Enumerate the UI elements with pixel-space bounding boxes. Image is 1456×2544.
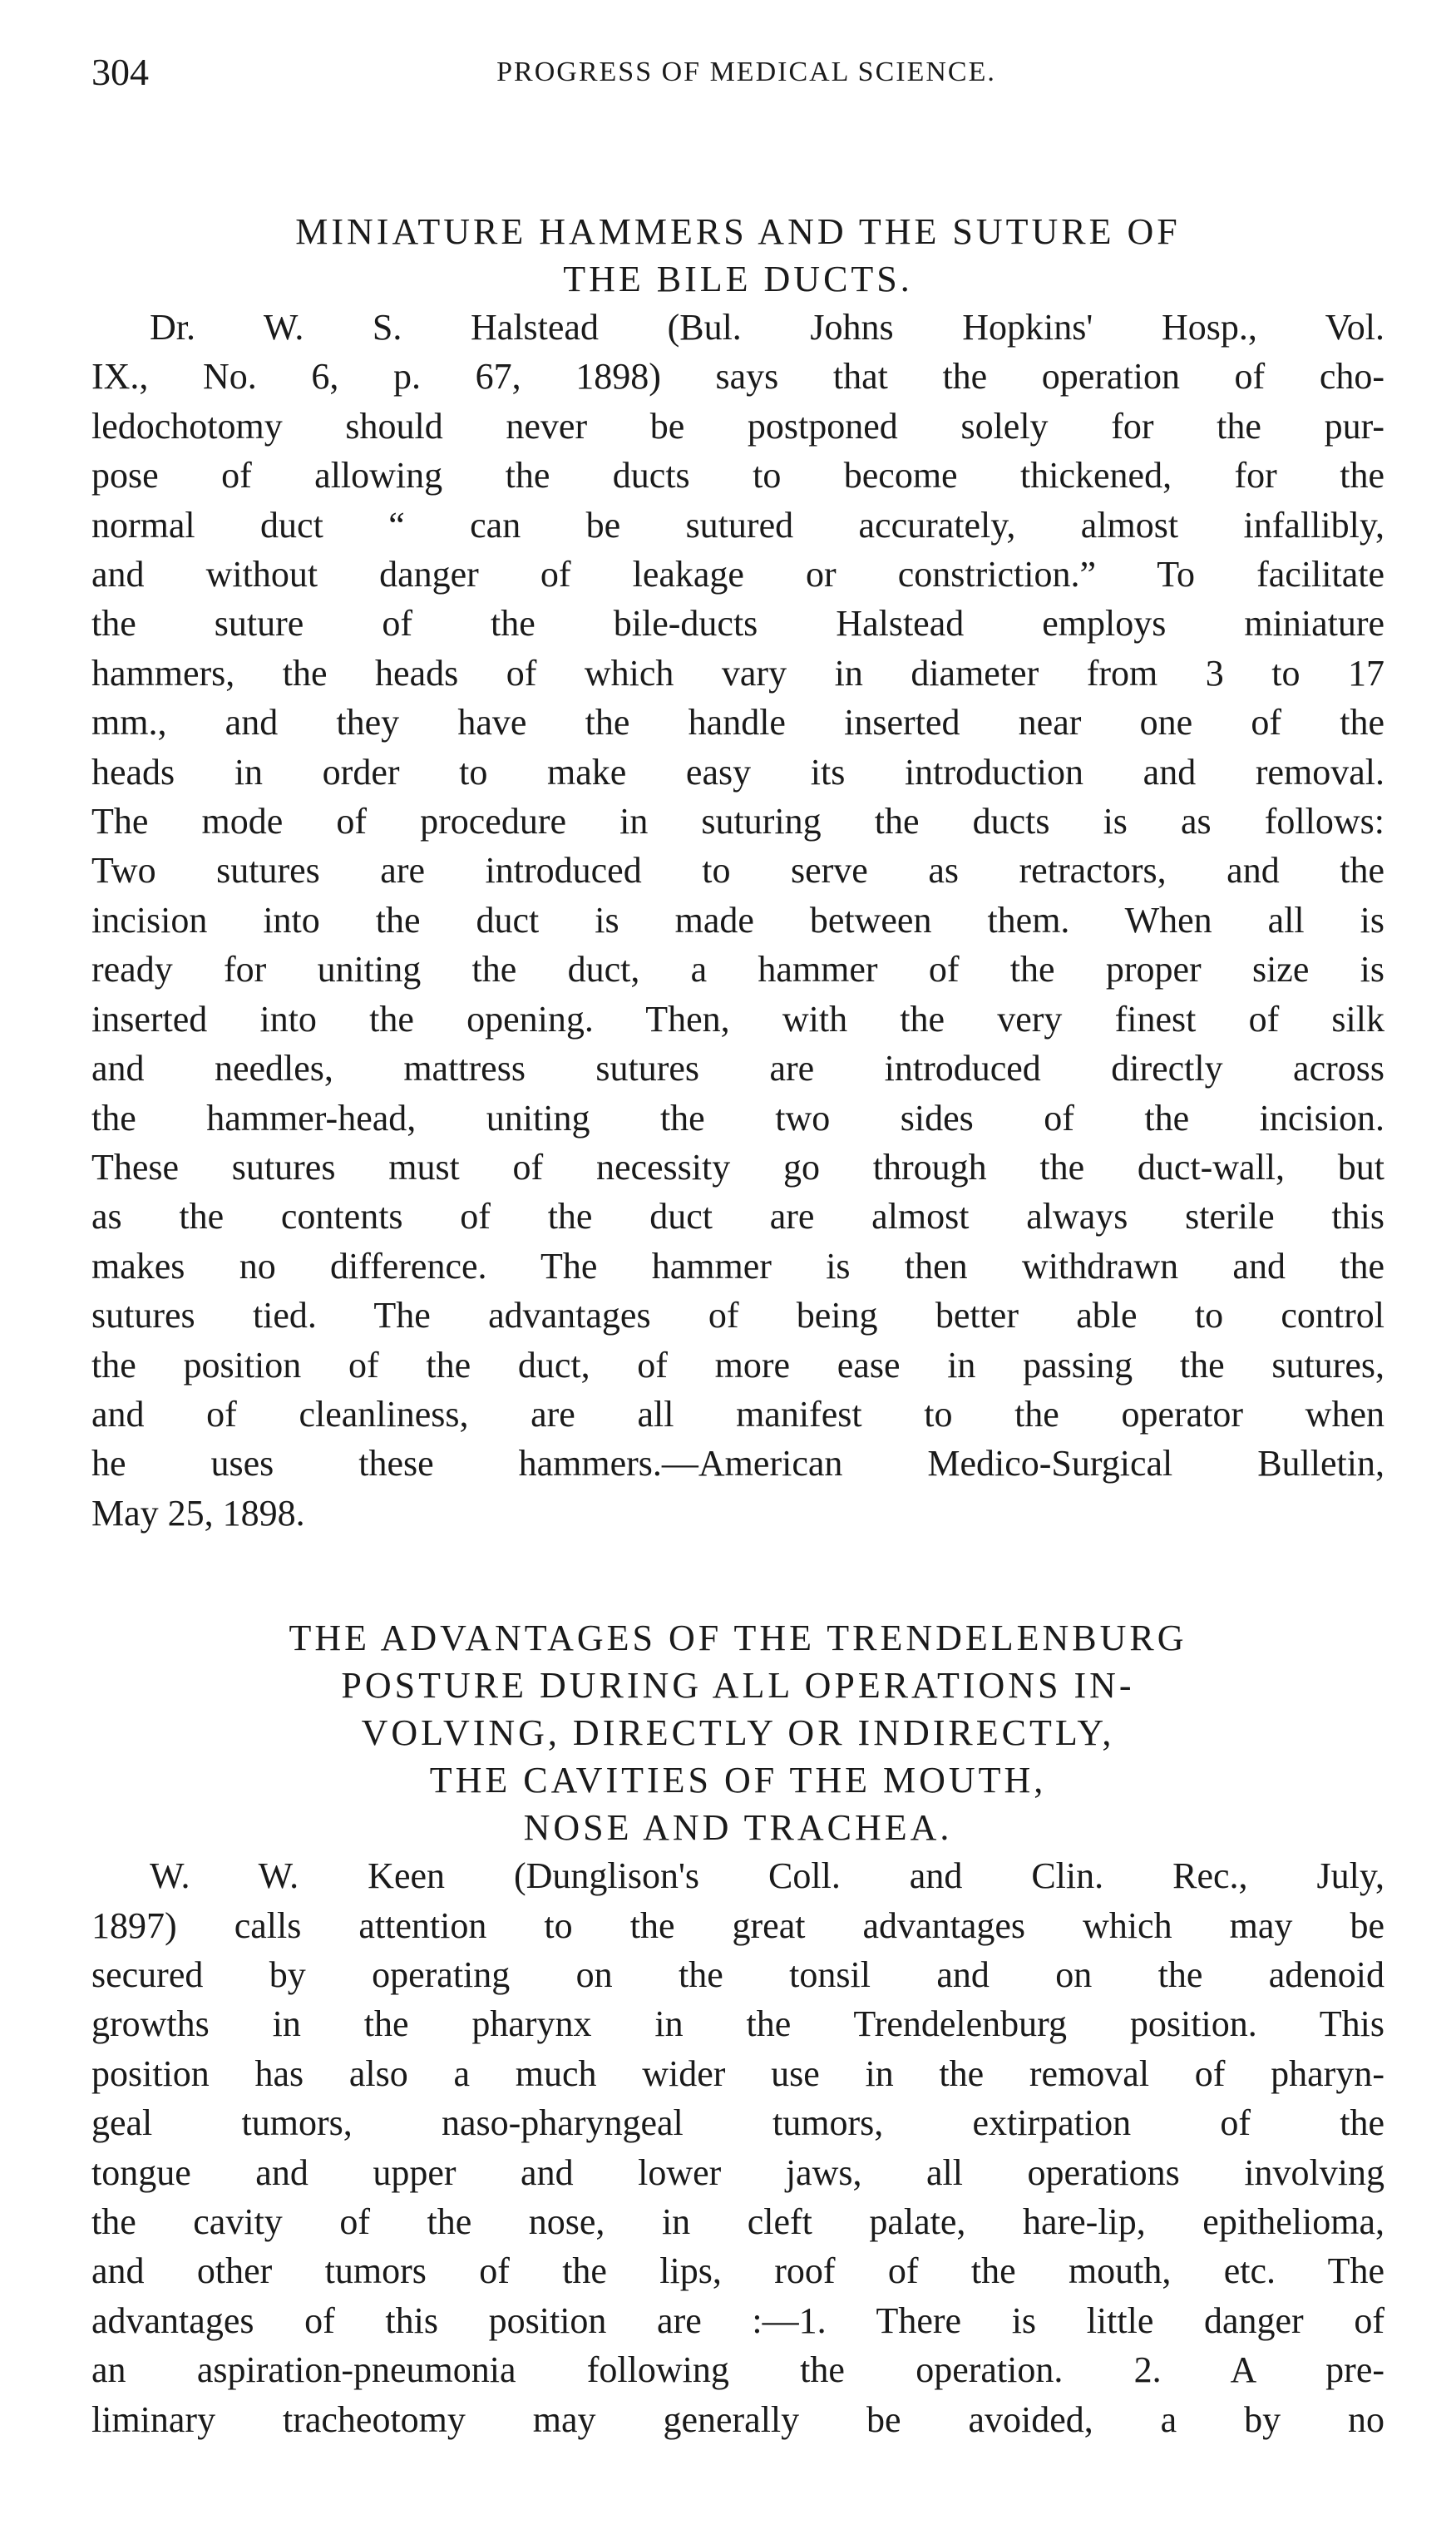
title-line: POSTURE DURING ALL OPERATIONS IN-: [341, 1665, 1135, 1707]
body-line: IX., No. 6, p. 67, 1898) says that the operation of cho-: [91, 356, 1384, 398]
body-line: Dr. W. S. Halstead (Bul. Johns Hopkins' Hosp., Vol.: [150, 307, 1384, 348]
body-line: incision into the duct is made between them. When all is: [91, 899, 1384, 941]
running-head: [91, 50, 1384, 108]
running-title: PROGRESS OF MEDICAL SCIENCE.: [496, 57, 996, 87]
body-line: the suture of the bile-ducts Halstead employs miniature: [91, 603, 1384, 645]
body-line: as the contents of the duct are almost always sterile this: [91, 1196, 1384, 1237]
body-line: liminary tracheotomy may generally be avoided, a by no: [91, 2398, 1384, 2440]
title-line: THE BILE DUCTS.: [563, 259, 913, 299]
body-line: tongue and upper and lower jaws, all operations involving: [91, 2151, 1384, 2193]
page-number: 304: [91, 51, 149, 93]
body-line: geal tumors, naso-pharyngeal tumors, extirpation of the: [91, 2102, 1384, 2144]
article-title: [91, 1614, 1384, 1851]
body-line: and without danger of leakage or constriction.” To facilitate: [91, 554, 1384, 595]
body-line: the hammer-head, uniting the two sides of the incision.: [91, 1097, 1384, 1139]
body-line: hammers, the heads of which vary in diameter from 3 to 17: [91, 652, 1384, 694]
body-line: ledochotomy should never be postponed solely for the pur-: [91, 405, 1384, 447]
body-line: and of cleanliness, are all manifest to the operator when: [91, 1393, 1384, 1435]
body-line: W. W. Keen (Dunglison's Coll. and Clin. Rec., July,: [150, 1855, 1384, 1897]
article-body: [91, 1851, 1384, 2444]
body-line: and other tumors of the lips, roof of the mouth, etc. The: [91, 2250, 1384, 2292]
body-line: he uses these hammers.—American Medico-Surgical Bulletin,: [91, 1443, 1384, 1484]
title-line: THE ADVANTAGES OF THE TRENDELENBURG: [289, 1618, 1187, 1659]
body-line: sutures tied. The advantages of being better able to control: [91, 1295, 1384, 1336]
body-line: normal duct “ can be sutured accurately, almost infallibly,: [91, 504, 1384, 546]
body-line: makes no difference. The hammer is then withdrawn and the: [91, 1245, 1384, 1287]
article-miniature-hammers: [91, 208, 1384, 1538]
body-line: advantages of this position are :—1. There is little danger of: [91, 2299, 1384, 2341]
body-line: inserted into the opening. Then, with the very finest of silk: [91, 998, 1384, 1040]
body-line: the cavity of the nose, in cleft palate, hare-lip, epithelioma,: [91, 2201, 1384, 2242]
body-line: Two sutures are introduced to serve as retractors, and the: [91, 850, 1384, 892]
body-line: 1897) calls attention to the great advantages which may be: [91, 1904, 1384, 1946]
title-line: THE CAVITIES OF THE MOUTH,: [429, 1760, 1047, 1801]
article-trendelenburg-posture: [91, 1614, 1384, 2444]
body-line: the position of the duct, of more ease in passing the sutures,: [91, 1344, 1384, 1386]
body-line: ready for uniting the duct, a hammer of the proper size is: [91, 949, 1384, 990]
body-line: These sutures must of necessity go through the duct-wall, but: [91, 1146, 1384, 1188]
title-line: MINIATURE HAMMERS AND THE SUTURE OF: [295, 211, 1181, 252]
body-line: May 25, 1898.: [91, 1492, 305, 1534]
body-line: pose of allowing the ducts to become thickened, for the: [91, 455, 1384, 496]
body-line: and needles, mattress sutures are introduced directly across: [91, 1048, 1384, 1089]
title-line: NOSE AND TRACHEA.: [523, 1807, 953, 1849]
body-line: secured by operating on the tonsil and on the adenoid: [91, 1954, 1384, 1995]
body-line: position has also a much wider use in the removal of pharyn-: [91, 2052, 1384, 2094]
body-line: heads in order to make easy its introduction and removal.: [91, 751, 1384, 793]
body-line: The mode of procedure in suturing the ducts is as follows:: [91, 801, 1384, 842]
body-line: mm., and they have the handle inserted near one of the: [91, 702, 1384, 743]
body-line: growths in the pharynx in the Trendelenburg position. This: [91, 2003, 1384, 2045]
page: [91, 50, 1384, 2444]
article-body: [91, 303, 1384, 1538]
article-title: [91, 208, 1384, 303]
title-line: VOLVING, DIRECTLY OR INDIRECTLY,: [361, 1712, 1115, 1754]
body-line: an aspiration-pneumonia following the operation. 2. A pre-: [91, 2349, 1384, 2391]
